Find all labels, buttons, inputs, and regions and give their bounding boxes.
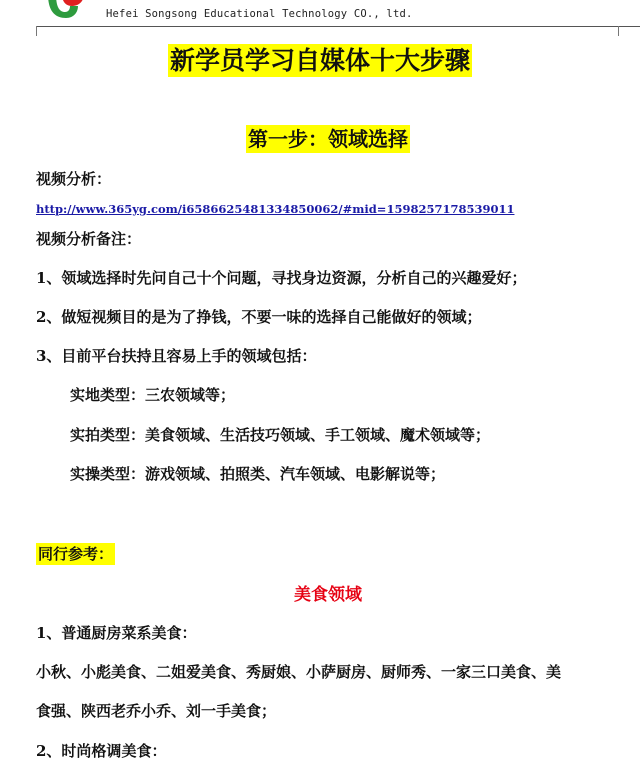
sub-point-operation: 实操类型：游戏领域、拍照类、汽车领域、电影解说等； [70,465,446,483]
video-link[interactable]: http://www.365yg.com/i6586625481334850062/#mid=1598257178539011 [36,202,515,216]
food-item-2: 2、时尚格调美食： [36,742,167,760]
food-item-1: 1、普通厨房菜系美食： [36,624,197,642]
point-3: 3、目前平台扶持且容易上手的领域包括： [36,347,317,365]
company-english-name: Hefei Songsong Educational Technology CO., ltd. [106,8,413,20]
food-item-1-names-line1: 小秋、小彪美食、二姐爱美食、秀厨娘、小萨厨房、厨师秀、一家三口美食、美 [36,663,562,681]
point-2: 2、做短视频目的是为了挣钱，不要一味的选择自己能做好的领域； [36,308,482,326]
company-logo-icon [44,0,90,24]
step-one-heading-text: 第一步：领域选择 [248,127,408,151]
page-header [0,0,640,30]
left-margin-mark [36,26,47,36]
food-section-title: 美食领域 [294,585,362,605]
sub-point-shooting: 实拍类型：美食领域、生活技巧领域、手工领域、魔术领域等； [70,426,491,444]
peer-reference-text: 同行参考： [38,545,114,563]
sub-point-field: 实地类型：三农领域等； [70,386,236,404]
right-margin-mark [618,26,629,36]
video-analysis-label: 视频分析： [36,170,112,188]
peer-reference-heading [36,542,115,566]
point-1: 1、领域选择时先问自己十个问题，寻找身边资源，分析自己的兴趣爱好； [36,269,527,287]
header-divider [36,26,640,27]
video-notes-label: 视频分析备注： [36,230,142,248]
food-item-1-names-line2: 食强、陕西老乔小乔、刘一手美食； [36,702,277,720]
step-one-heading [0,124,640,154]
document-title-text: 新学员学习自媒体十大步骤 [169,46,470,75]
document-title [0,44,640,78]
